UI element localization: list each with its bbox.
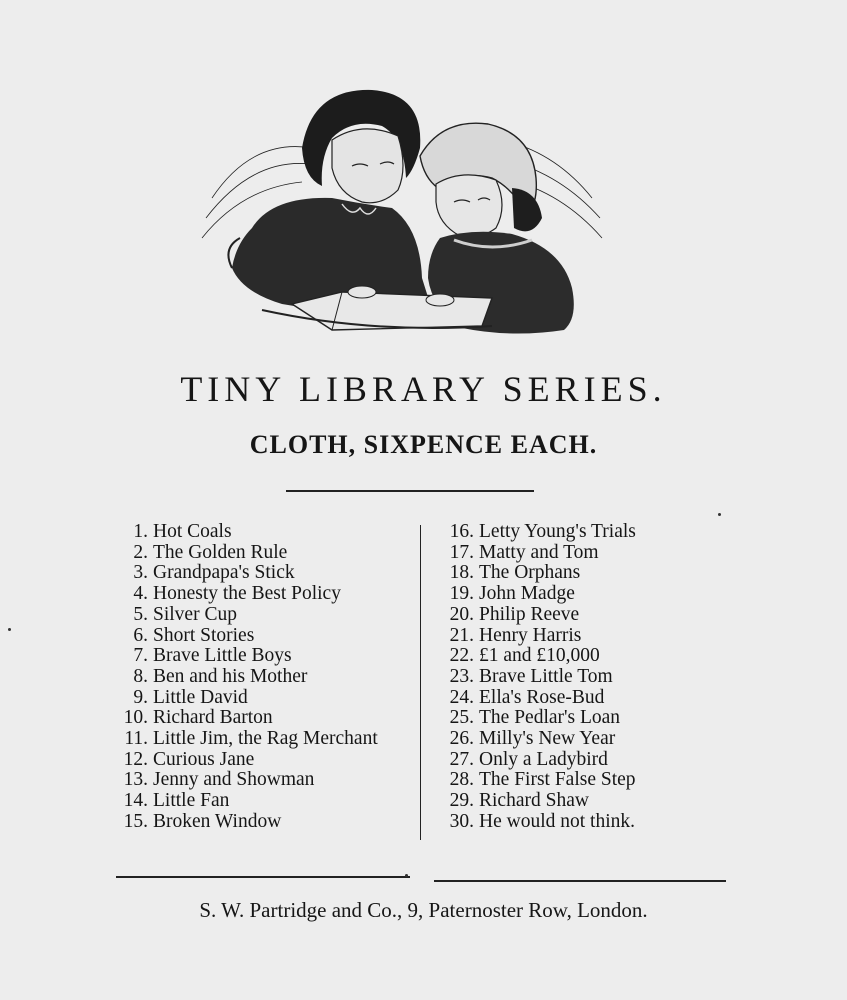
book-title: Little David: [153, 686, 248, 708]
book-title: Broken Window: [153, 810, 282, 832]
book-title: Jenny and Showman: [153, 769, 315, 791]
book-list-right: [430, 522, 750, 833]
book-number: 20.: [449, 603, 474, 625]
book-title: Ella's Rose-Bud: [479, 686, 605, 708]
book-title: Letty Young's Trials: [479, 521, 636, 542]
top-rule: [286, 490, 534, 492]
book-number: 4.: [133, 583, 148, 605]
book-title: Honesty the Best Policy: [153, 583, 341, 605]
book-item: [430, 791, 750, 812]
book-title: £1 and £10,000: [479, 645, 600, 667]
book-title: Grandpapa's Stick: [153, 562, 295, 584]
book-number: 9.: [133, 686, 148, 708]
book-item: [104, 708, 404, 729]
book-item: [430, 770, 750, 791]
book-item: [430, 563, 750, 584]
book-item: [430, 812, 750, 833]
book-item: [430, 646, 750, 667]
book-item: [430, 543, 750, 564]
book-title: Little Jim, the Rag Merchant: [153, 728, 378, 750]
book-number: 8.: [133, 665, 148, 687]
book-number: 15.: [123, 810, 148, 832]
publisher-imprint: S. W. Partridge and Co., 9, Paternoster Row, London.: [199, 898, 648, 922]
book-item: [104, 750, 404, 771]
book-item: [430, 605, 750, 626]
book-title: The Orphans: [479, 562, 581, 584]
book-number: 18.: [449, 562, 474, 584]
book-title: The First False Step: [479, 769, 636, 791]
book-title: Curious Jane: [153, 748, 255, 770]
book-number: 12.: [123, 748, 148, 770]
book-title: Richard Barton: [153, 707, 273, 729]
book-number: 7.: [133, 645, 148, 667]
book-number: 28.: [449, 769, 474, 791]
book-item: [430, 750, 750, 771]
book-title: Brave Little Boys: [153, 645, 292, 667]
book-number: 10.: [123, 707, 148, 729]
book-item: [104, 626, 404, 647]
book-title: Little Fan: [153, 790, 230, 812]
ink-speck: [8, 628, 11, 631]
book-item: [104, 646, 404, 667]
book-item: [104, 543, 404, 564]
book-item: [104, 688, 404, 709]
book-number: 30.: [449, 810, 474, 832]
book-item: [104, 729, 404, 750]
book-item: [104, 791, 404, 812]
book-title: Brave Little Tom: [479, 665, 613, 687]
book-number: 3.: [133, 562, 148, 584]
book-number: 13.: [123, 769, 148, 791]
book-number: 21.: [449, 624, 474, 646]
book-title: Richard Shaw: [479, 790, 589, 812]
book-number: 24.: [449, 686, 474, 708]
book-number: 2.: [133, 541, 148, 563]
book-title: Matty and Tom: [479, 541, 599, 563]
book-item: [430, 729, 750, 750]
book-item: [430, 584, 750, 605]
book-number: 29.: [449, 790, 474, 812]
ink-speck: [718, 513, 721, 516]
book-item: [104, 584, 404, 605]
book-title: The Golden Rule: [153, 541, 288, 563]
bottom-rule-left: [116, 876, 410, 878]
book-item: [430, 667, 750, 688]
book-number: 14.: [123, 790, 148, 812]
book-title: He would not think.: [479, 810, 635, 832]
book-number: 25.: [449, 707, 474, 729]
ink-speck: [405, 874, 408, 877]
book-title: John Madge: [479, 583, 575, 605]
price-subtitle: CLOTH, SIXPENCE EACH.: [249, 430, 598, 459]
book-title: Only a Ladybird: [479, 748, 608, 770]
book-item: [104, 770, 404, 791]
book-title: Henry Harris: [479, 624, 582, 646]
book-item: [104, 605, 404, 626]
book-item: [104, 812, 404, 833]
book-number: 26.: [449, 728, 474, 750]
book-title: Silver Cup: [153, 603, 237, 625]
book-title: Milly's New Year: [479, 728, 616, 750]
book-number: 5.: [133, 603, 148, 625]
bottom-rule-right: [434, 880, 726, 882]
book-item: [104, 522, 404, 543]
book-number: 6.: [133, 624, 148, 646]
book-item: [430, 688, 750, 709]
book-list-left: [104, 522, 404, 833]
book-number: 17.: [449, 541, 474, 563]
book-title: Hot Coals: [153, 521, 232, 542]
book-title: Ben and his Mother: [153, 665, 308, 687]
book-item: [104, 667, 404, 688]
book-number: 16.: [449, 521, 474, 542]
book-number: 19.: [449, 583, 474, 605]
book-item: [104, 563, 404, 584]
column-divider: [420, 525, 421, 840]
book-number: 11.: [124, 728, 148, 750]
book-item: [430, 626, 750, 647]
book-title: Philip Reeve: [479, 603, 580, 625]
book-title: The Pedlar's Loan: [479, 707, 621, 729]
series-title: TINY LIBRARY SERIES.: [180, 369, 667, 409]
book-number: 22.: [449, 645, 474, 667]
book-number: 27.: [449, 748, 474, 770]
book-item: [430, 708, 750, 729]
book-number: 1.: [133, 521, 148, 542]
book-number: 23.: [449, 665, 474, 687]
book-item: [430, 522, 750, 543]
book-title: Short Stories: [153, 624, 255, 646]
two-children-reading-engraving-icon: [192, 78, 612, 340]
